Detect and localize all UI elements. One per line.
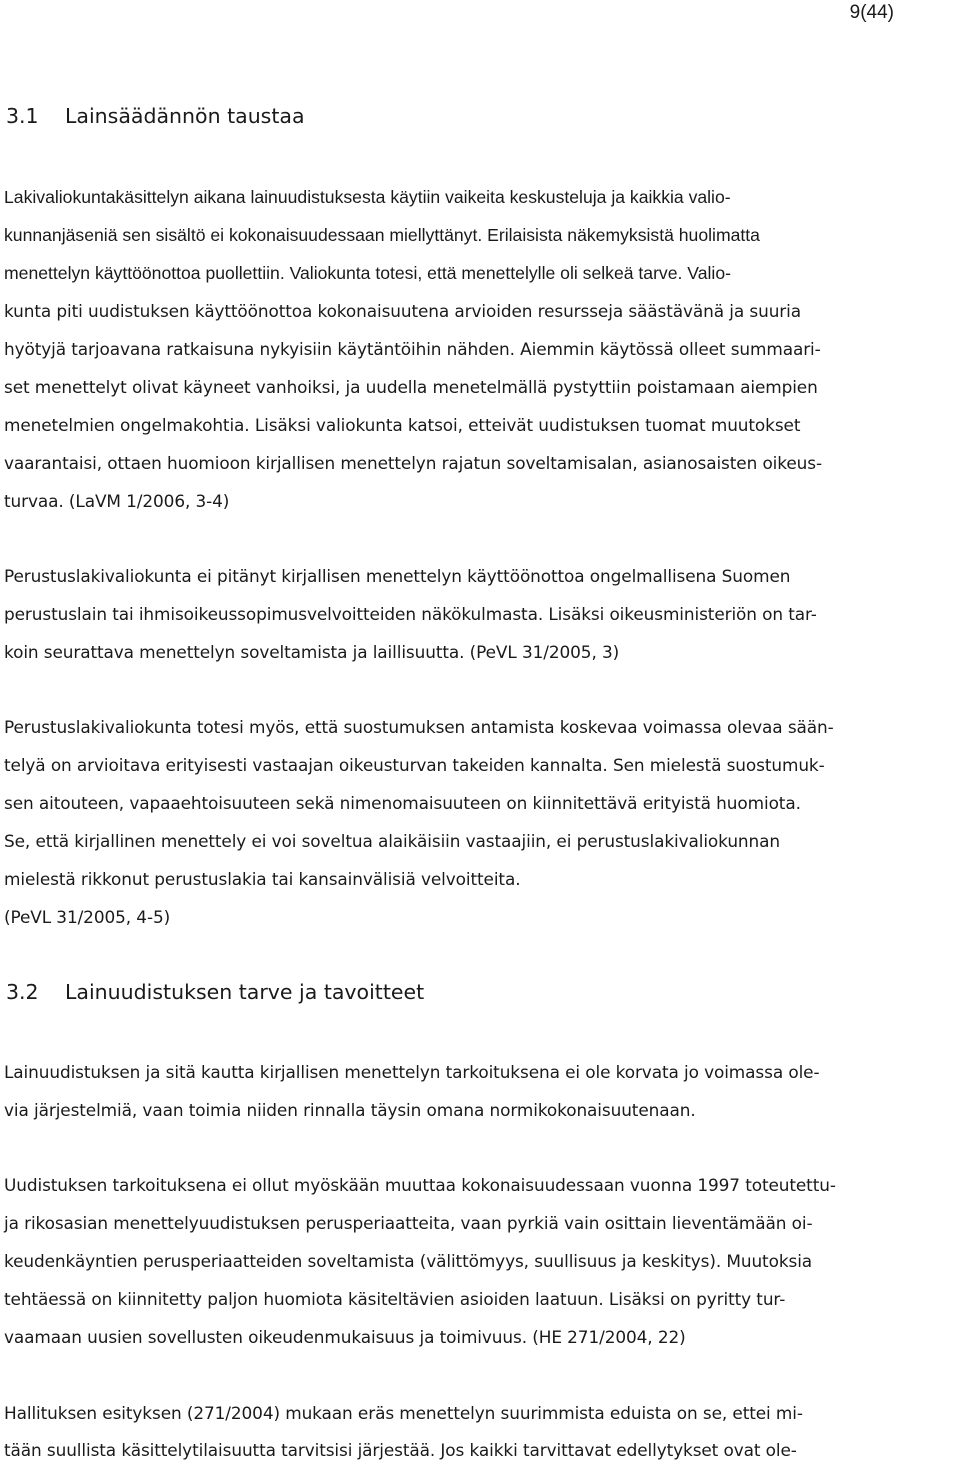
text-line: Lakivaliokuntakäsittelyn aikana lainuudistuksesta käytiin vaikeita keskusteluja ja kaikkia valio-	[4, 187, 731, 207]
text-line: menetelmien ongelmakohtia. Lisäksi valiokunta katsoi, etteivät uudistuksen tuomat muutokset	[4, 415, 801, 435]
text-line: perustuslain tai ihmisoikeussopimusvelvoitteiden näkökulmasta. Lisäksi oikeusministeriön on tar-	[4, 604, 817, 624]
text-line: turvaa. (LaVM 1/2006, 3-4)	[4, 491, 230, 511]
text-line: Lainuudistuksen ja sitä kautta kirjallisen menettelyn tarkoituksena ei ole korvata jo voimassa ole-	[4, 1062, 820, 1082]
section-number: 3.1	[6, 104, 39, 128]
text-line: Uudistuksen tarkoituksena ei ollut myöskään muuttaa kokonaisuudessaan vuonna 1997 toteutettu-	[4, 1175, 836, 1195]
section-heading-3-2	[6, 980, 424, 1004]
text-line: ja rikosasian menettelyuudistuksen perusperiaatteita, vaan pyrkiä vain osittain lieventämään oi-	[4, 1213, 813, 1233]
section-title: Lainsäädännön taustaa	[65, 104, 305, 128]
text-line: Se, että kirjallinen menettely ei voi soveltua alaikäisiin vastaajiin, ei perustuslakivaliokunnan	[4, 831, 780, 851]
text-line: menettelyn käyttöönottoa puollettiin. Valiokunta totesi, että menettelylle oli selkeä tarve. Valio-	[4, 263, 731, 283]
text-line: sen aitouteen, vapaaehtoisuuteen sekä nimenomaisuuteen on kiinnitettävä erityistä huomiota.	[4, 793, 801, 813]
text-line: kunnanjäseniä sen sisältö ei kokonaisuudessaan miellyttänyt. Erilaisista näkemyksistä huolimatta	[4, 225, 760, 245]
text-line: set menettelyt olivat käyneet vanhoiksi, ja uudella menetelmällä pystyttiin poistamaan aiempien	[4, 377, 818, 397]
text-line: koin seurattava menettelyn soveltamista ja laillisuutta. (PeVL 31/2005, 3)	[4, 642, 620, 662]
text-line: kunta piti uudistuksen käyttöönottoa kokonaisuutena arvioiden resursseja säästävänä ja suuria	[4, 301, 801, 321]
text-line: (PeVL 31/2005, 4-5)	[4, 907, 171, 927]
text-line: Perustuslakivaliokunta totesi myös, että suostumuksen antamista koskevaa voimassa olevaa sään-	[4, 717, 834, 737]
text-line: tään suullista käsittelytilaisuutta tarvitsisi järjestää. Jos kaikki tarvittavat edellytykset ovat ole-	[4, 1440, 797, 1460]
text-line: keudenkäyntien perusperiaatteiden soveltamista (välittömyys, suullisuus ja keskitys). Muutoksia	[4, 1251, 813, 1271]
text-line: hyötyjä tarjoavana ratkaisuna nykyisiin käytäntöihin nähden. Aiemmin käytössä olleet summaari-	[4, 339, 821, 359]
section-heading-3-1	[6, 104, 305, 128]
page-number: 9(44)	[849, 2, 894, 23]
text-line: mielestä rikkonut perustuslakia tai kansainvälisiä velvoitteita.	[4, 869, 521, 889]
text-line: vaarantaisi, ottaen huomioon kirjallisen menettelyn rajatun soveltamisalan, asianosaisten oikeus-	[4, 453, 822, 473]
section-number: 3.2	[6, 980, 39, 1004]
text-line: telyä on arvioitava erityisesti vastaajan oikeusturvan takeiden kannalta. Sen mielestä suostumuk-	[4, 755, 825, 775]
section-title: Lainuudistuksen tarve ja tavoitteet	[65, 980, 425, 1004]
text-line: vaamaan uusien sovellusten oikeudenmukaisuus ja toimivuus. (HE 271/2004, 22)	[4, 1327, 686, 1347]
text-line: Perustuslakivaliokunta ei pitänyt kirjallisen menettelyn käyttöönottoa ongelmallisena Suomen	[4, 566, 791, 586]
text-line: via järjestelmiä, vaan toimia niiden rinnalla täysin omana normikokonaisuutenaan.	[4, 1100, 696, 1120]
text-line: tehtäessä on kiinnitetty paljon huomiota käsiteltävien asioiden laatuun. Lisäksi on pyritty tur-	[4, 1289, 786, 1309]
text-line: Hallituksen esityksen (271/2004) mukaan eräs menettelyn suurimmista eduista on se, ettei mi-	[4, 1403, 803, 1423]
